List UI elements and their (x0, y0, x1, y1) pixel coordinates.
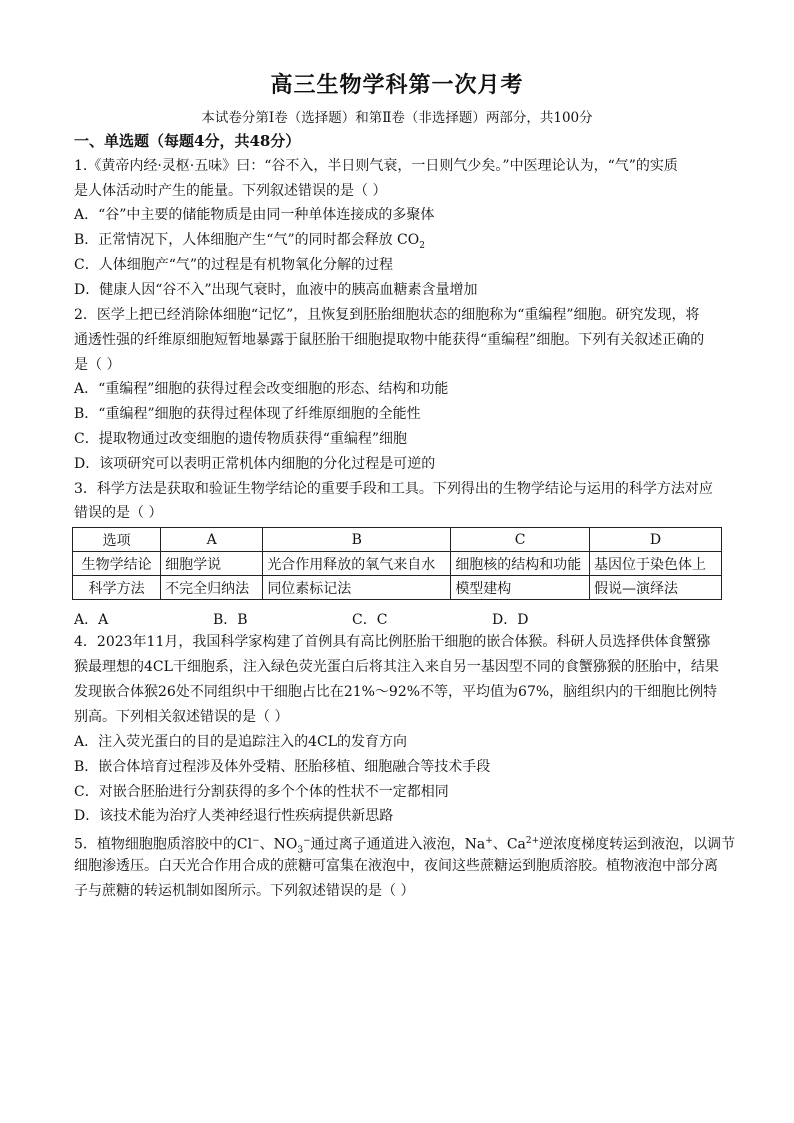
q5-sup: − (252, 836, 260, 846)
q2-option-b: B．“重编程”细胞的获得过程体现了纤维原细胞的全能性 (74, 406, 421, 422)
table-cell: D (589, 528, 721, 552)
q5-text: 逆浓度梯度转运到液泡，以调节 (539, 836, 736, 853)
exam-subtitle: 本试卷分第Ⅰ卷（选择题）和第Ⅱ卷（非选择题）两部分，共100分 (201, 110, 593, 126)
q3-answer-a: A．A (74, 612, 109, 628)
q2-option-c: C．提取物通过改变细胞的遗传物质获得“重编程”细胞 (74, 431, 408, 447)
q4-option-d: D．该技术能为治疗人类神经退行性疾病提供新思路 (74, 808, 394, 824)
q5-stem-line3: 子与蔗糖的转运机制如图所示。下列叙述错误的是（ ） (74, 883, 415, 899)
q1-option-b-text: B．正常情况下，人体细胞产生“气”的同时都会释放 CO (74, 232, 420, 248)
q1-option-c: C．人体细胞产“气”的过程是有机物氧化分解的过程 (74, 257, 394, 273)
table-cell: B (263, 528, 451, 552)
q4-stem-line1: 4．2023年11月，我国科学家构建了首例具有高比例胚胎干细胞的嵌合体猴。科研人员选择供体食蟹猕 (74, 634, 711, 650)
table-row (73, 552, 722, 576)
section-heading: 一、单选题（每题4分，共48分） (74, 132, 301, 150)
q3-answer-d: D．D (492, 612, 529, 628)
q5-text: 、NO (259, 836, 298, 853)
table-cell: 光合作用释放的氧气来自水 (263, 552, 451, 576)
q1-option-b (74, 231, 724, 255)
table-row (73, 576, 722, 600)
q3-stem-line1: 3．科学方法是获取和验证生物学结论的重要手段和工具。下列得出的生物学结论与运用的科学方法对应 (74, 481, 713, 497)
q1-stem-line1: 1.《黄帝内经·灵枢·五味》曰：“谷不入，半日则气衰，一日则气少矣。”中医理论认为，“气”的实质 (74, 158, 678, 174)
q5-stem-line1 (74, 832, 736, 859)
q5-sup: + (485, 836, 493, 846)
q5-text: 5．植物细胞胞质溶胶中的Cl (74, 836, 253, 853)
q4-stem-line2: 猴最理想的4CL干细胞系，注入绿色荧光蛋白后将其注入来自另一基因型不同的食蟹猕猴的胚胎中，结果 (74, 659, 719, 675)
q1-option-b-sub: 2 (419, 240, 425, 251)
table-cell: A (161, 528, 263, 552)
q4-stem-line4: 别高。下列相关叙述错误的是（ ） (74, 709, 289, 725)
q2-option-a: A．“重编程”细胞的获得过程会改变细胞的形态、结构和功能 (74, 381, 449, 397)
q2-stem-line3: 是（ ） (74, 357, 121, 373)
table-cell: 假说—演绎法 (589, 576, 721, 600)
q4-option-a: A．注入荧光蛋白的目的是追踪注入的4CL的发育方向 (74, 734, 408, 750)
q1-option-d: D．健康人因“谷不入”出现气衰时，血液中的胰高血糖素含量增加 (74, 282, 478, 298)
q3-answer-b: B．B (213, 612, 248, 628)
q5-sub: 3 (297, 845, 304, 856)
q3-answer-c: C．C (352, 612, 388, 628)
q5-text: 、Ca (492, 836, 526, 853)
table-cell: 细胞学说 (161, 552, 263, 576)
table-cell: 模型建构 (451, 576, 590, 600)
q5-sup: 2+ (525, 836, 540, 846)
table-cell: 细胞核的结构和功能 (451, 552, 590, 576)
q4-stem-line3: 发现嵌合体猴26处不同组织中干细胞占比在21%～92%不等，平均值为67%，脑组织内的干细胞比例特 (74, 684, 718, 700)
q5-text: 通过离子通道进入液泡，Na (310, 836, 486, 853)
q2-stem-line2: 通透性强的纤维原细胞短暂地暴露于鼠胚胎干细胞提取物中能获得“重编程”细胞。下列有关叙述正确的 (74, 332, 705, 348)
table-cell: 同位素标记法 (263, 576, 451, 600)
table-header-row (73, 528, 722, 552)
table-cell: 选项 (73, 528, 161, 552)
q2-stem-line1: 2．医学上把已经消除体细胞“记忆”，且恢复到胚胎细胞状态的细胞称为“重编程”细胞。研究发现，将 (74, 307, 700, 323)
q4-option-b: B．嵌合体培育过程涉及体外受精、胚胎移植、细胞融合等技术手段 (74, 759, 491, 775)
table-cell: 基因位于染色体上 (589, 552, 721, 576)
q5-stem-line2: 细胞渗透压。白天光合作用合成的蔗糖可富集在液泡中，夜间这些蔗糖运到胞质溶胶。植物液泡中部分离 (74, 858, 718, 874)
q4-option-c: C．对嵌合胚胎进行分割获得的多个个体的性状不一定都相同 (74, 784, 449, 800)
q1-stem-line2: 是人体活动时产生的能量。下列叙述错误的是（ ） (74, 183, 387, 199)
table-cell: C (451, 528, 590, 552)
table-cell: 生物学结论 (73, 552, 161, 576)
q5-sup: − (303, 836, 311, 846)
q2-option-d: D．该项研究可以表明正常机体内细胞的分化过程是可逆的 (74, 456, 436, 472)
q3-options-table (72, 527, 722, 600)
exam-title: 高三生物学科第一次月考 (270, 72, 524, 98)
table-cell: 科学方法 (73, 576, 161, 600)
q3-stem-line2: 错误的是（ ） (74, 505, 163, 521)
q1-option-a: A．“谷”中主要的储能物质是由同一种单体连接成的多聚体 (74, 207, 435, 223)
table-cell: 不完全归纳法 (161, 576, 263, 600)
